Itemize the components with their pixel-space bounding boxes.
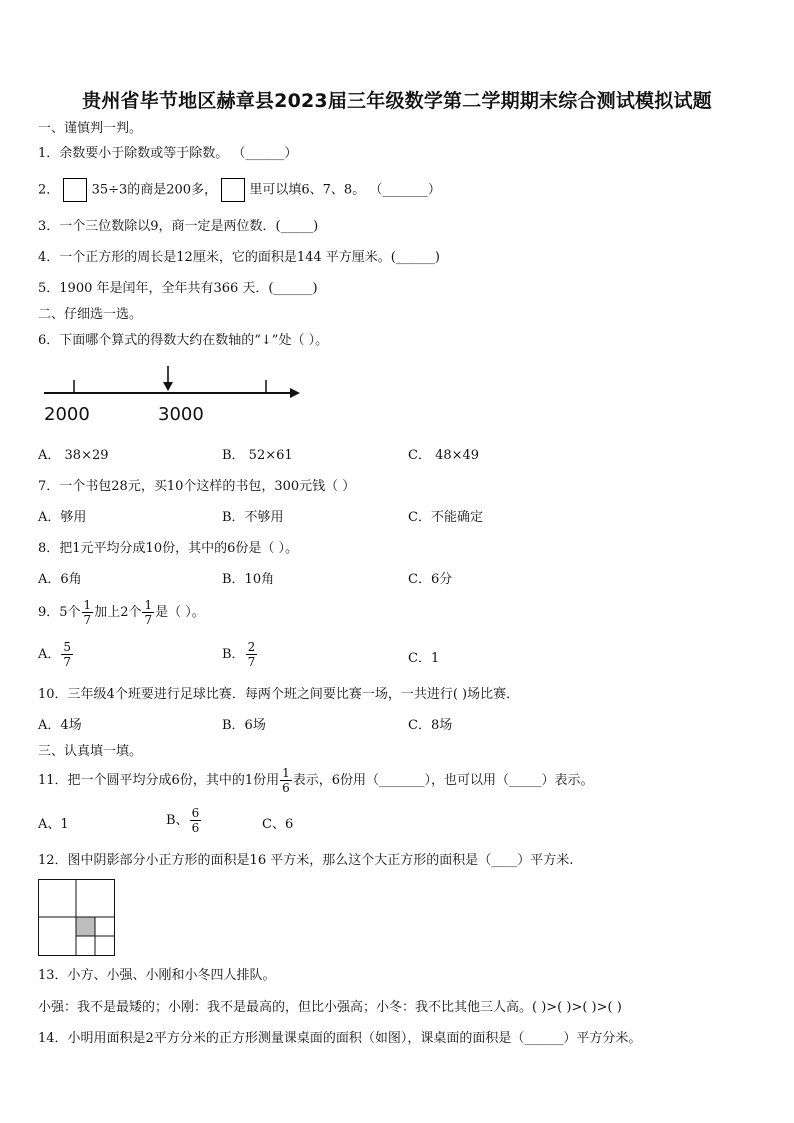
question-14: 14．小明用面积是2平方分米的正方形测量课桌面的面积（如图），课桌面的面积是（______）平方分米。	[38, 1031, 642, 1046]
page-title: 贵州省毕节地区赫章县2023届三年级数学第二学期期末综合测试模拟试题	[82, 90, 712, 112]
q7-option-a: A．够用	[38, 510, 87, 525]
question-12: 12．图中阴影部分小正方形的面积是16 平方米，那么这个大正方形的面积是（____）平方米.	[38, 853, 574, 868]
question-2-text-end: 里可以填6、7、8。 （_______）	[249, 182, 441, 198]
question-13-detail: 小强：我不是最矮的；小刚：我不是最高的，但比小强高；小冬：我不比其他三人高。( )>( )>( )>( )	[38, 1000, 622, 1015]
fraction-one-seventh: $\frac{1}{7}$	[83, 598, 92, 627]
section-heading-2: 二、仔细选一选。	[38, 307, 143, 322]
square-grid-figure	[38, 879, 118, 959]
fraction-one-sixth: $\frac{1}{6}$	[282, 766, 290, 795]
q11-option-b: B、 $\frac{6}{6}$	[166, 806, 200, 835]
fraction-five-sevenths: $\frac{5}{7}$	[63, 640, 72, 669]
fraction-six-sixths: $\frac{6}{6}$	[191, 806, 200, 835]
q7-option-c: C．不能确定	[408, 510, 483, 525]
q6-option-b: B． 52×61	[222, 448, 293, 463]
q11-option-c: C、6	[262, 817, 294, 832]
answer-box	[221, 178, 245, 202]
down-arrow-head	[163, 382, 173, 391]
q9-option-a: A． $\frac{5}{7}$	[38, 640, 72, 669]
q8-option-b: B．10角	[222, 572, 275, 587]
question-2-text: 35÷3的商是200多，	[91, 182, 218, 198]
q9-text-mid: 加上2个	[94, 605, 142, 620]
q10-option-b: B．6场	[222, 718, 266, 733]
q11-option-a: A、1	[38, 817, 69, 832]
q9-option-b: B． $\frac{2}{7}$	[222, 640, 256, 669]
section-heading-1: 一、谨慎判一判。	[38, 121, 143, 136]
q6-option-c: C． 48×49	[408, 448, 480, 463]
question-1: 1．余数要小于除数或等于除数。 （______）	[38, 146, 298, 161]
fraction-two-sevenths: $\frac{2}{7}$	[247, 640, 256, 669]
q7-option-b: B．不够用	[222, 510, 284, 525]
q9-text-pre: 9．5个	[38, 605, 81, 620]
section-heading-3: 三、认真填一填。	[38, 744, 143, 759]
question-4: 4．一个正方形的周长是12厘米，它的面积是144 平方厘米。(______)	[38, 250, 440, 265]
axis-label-2000: 2000	[44, 404, 90, 425]
q8-option-a: A．6角	[38, 572, 82, 587]
question-11: 11．把一个圆平均分成6份，其中的1份用 $\frac{1}{6}$ 表示，6份用（_______），也可以用（_____）表示。	[38, 766, 594, 795]
question-2-number: 2．	[38, 182, 60, 198]
question-2	[38, 178, 441, 202]
question-10: 10．三年级4个班要进行足球比赛．每两个班之间要比赛一场，一共进行( )场比赛．	[38, 687, 520, 702]
shaded-small-square	[76, 917, 95, 936]
question-5: 5．1900 年是闰年，全年共有366 天．(______)	[38, 281, 318, 296]
q6-option-a: A． 38×29	[38, 448, 109, 463]
q9-text-post: 是（ ）。	[155, 605, 205, 620]
question-9	[38, 598, 205, 627]
q9-option-c: C．1	[408, 651, 440, 666]
fraction-one-seventh: $\frac{1}{7}$	[144, 598, 153, 627]
question-13: 13．小方、小强、小刚和小冬四人排队。	[38, 968, 276, 983]
q8-option-c: C．6分	[408, 572, 453, 587]
q10-option-c: C．8场	[408, 718, 453, 733]
axis-label-3000: 3000	[158, 404, 204, 425]
question-7: 7．一个书包28元，买10个这样的书包，300元钱（ ）	[38, 479, 356, 494]
question-8: 8．把1元平均分成10份，其中的6份是（ ）。	[38, 541, 298, 556]
question-3: 3．一个三位数除以9，商一定是两位数．(_____)	[38, 219, 319, 234]
answer-box	[63, 178, 87, 202]
number-line-arrowhead	[290, 388, 300, 398]
q10-option-a: A．4场	[38, 718, 82, 733]
question-6: 6．下面哪个算式的得数大约在数轴的“↓”处（ ）。	[38, 333, 329, 348]
